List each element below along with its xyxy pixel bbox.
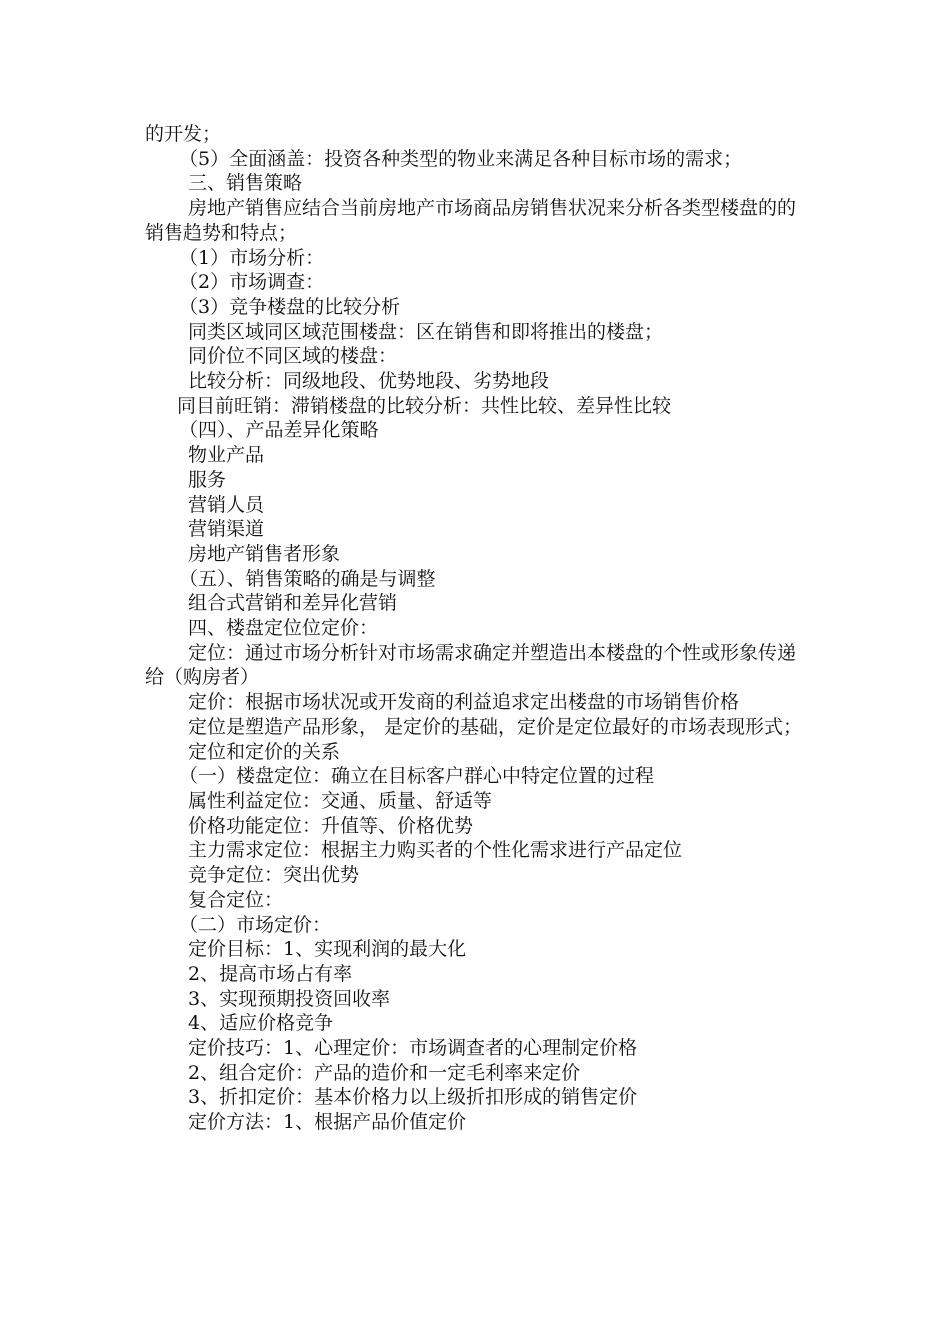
list-item: 营销人员 — [188, 493, 265, 516]
list-item: （1）市场分析： — [179, 246, 325, 269]
paragraph: 定位：通过市场分析针对市场需求确定并塑造出本楼盘的个性或形象传递给（购房者） — [145, 641, 797, 689]
list-item: （2）市场调查： — [179, 271, 325, 294]
list-item: 2、组合定价：产品的造价和一定毛利率来定价 — [188, 1061, 581, 1084]
list-item: 价格功能定位：升值等、价格优势 — [188, 814, 474, 837]
list-item: 3、实现预期投资回收率 — [188, 987, 391, 1010]
paragraph: （5）全面涵盖：投资各种类型的物业来满足各种目标市场的需求； — [179, 147, 743, 170]
paragraph: 定价：根据市场状况或开发商的利益追求定出楼盘的市场销售价格 — [188, 691, 740, 714]
list-item: 服务 — [188, 468, 227, 491]
list-item: 2、提高市场占有率 — [188, 962, 353, 985]
section-heading: （二）市场定价： — [179, 913, 332, 936]
paragraph: 定位和定价的关系 — [188, 740, 341, 763]
list-item: 复合定位： — [188, 888, 284, 911]
list-item: 物业产品 — [188, 444, 265, 467]
section-heading: 四、楼盘定位位定价： — [188, 617, 379, 640]
paragraph: 组合式营销和差异化营销 — [188, 592, 398, 615]
list-item: 定价技巧：1、心理定价：市场调查者的心理制定价格 — [188, 1037, 638, 1060]
list-item: （3）竞争楼盘的比较分析 — [179, 295, 401, 318]
paragraph: 同目前旺销：滞销楼盘的比较分析：共性比较、差异性比较 — [177, 394, 672, 417]
list-item: 主力需求定位：根据主力购买者的个性化需求进行产品定位 — [188, 839, 683, 862]
list-item: 竞争定位：突出优势 — [188, 864, 360, 887]
list-item: 3、折扣定价：基本价格力以上级折扣形成的销售定价 — [188, 1086, 638, 1109]
list-item: 4、适应价格竞争 — [188, 1012, 334, 1035]
section-heading: （一）楼盘定位：确立在目标客户群心中特定位置的过程 — [179, 765, 655, 788]
section-heading: （四）、产品差异化策略 — [179, 419, 379, 442]
paragraph: 同类区域同区域范围楼盘：区在销售和即将推出的楼盘； — [188, 320, 664, 343]
paragraph: 的开发； — [145, 123, 222, 145]
list-item: 定价方法：1、根据产品价值定价 — [188, 1111, 467, 1134]
paragraph: 比较分析：同级地段、优势地段、劣势地段 — [188, 370, 550, 393]
paragraph: 同价位不同区域的楼盘： — [188, 345, 398, 368]
list-item: 营销渠道 — [188, 518, 265, 541]
section-heading: （五）、销售策略的确是与调整 — [179, 567, 436, 590]
list-item: 属性利益定位：交通、质量、舒适等 — [188, 789, 493, 812]
paragraph: 房地产销售应结合当前房地产市场商品房销售状况来分析各类型楼盘的的销售趋势和特点； — [145, 197, 797, 244]
paragraph: 定位是塑造产品形象， 是定价的基础，定价是定位最好的市场表现形式； — [188, 715, 803, 738]
list-item: 房地产销售者形象 — [188, 542, 341, 565]
section-heading: 三、销售策略 — [188, 172, 303, 195]
list-item: 定价目标：1、实现利润的最大化 — [188, 938, 467, 961]
document-body — [145, 122, 810, 1135]
